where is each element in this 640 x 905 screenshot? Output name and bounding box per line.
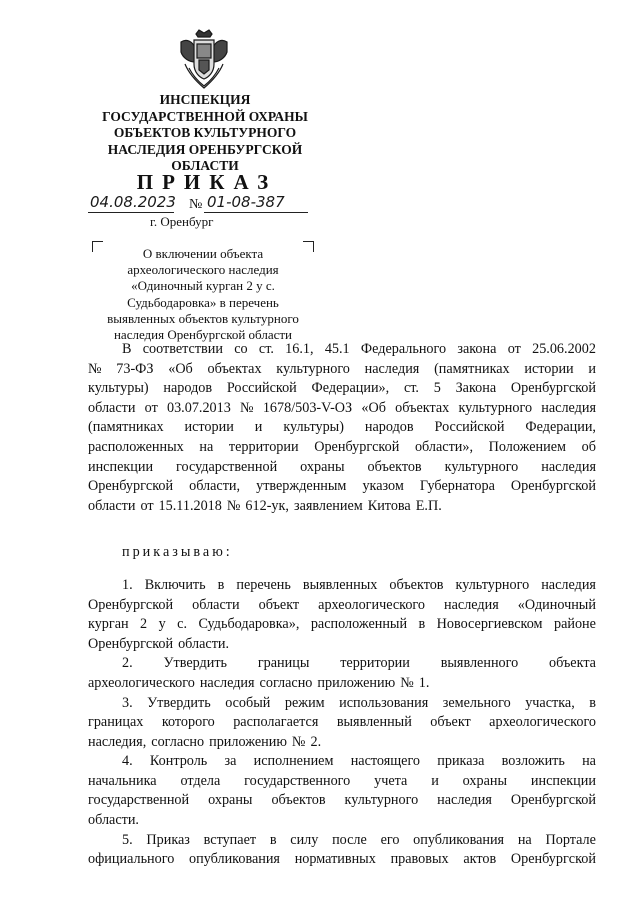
order-date: 04.08.2023	[90, 193, 176, 211]
org-line: НАСЛЕДИЯ ОРЕНБУРГСКОЙ	[107, 141, 303, 157]
date-number-row	[86, 193, 326, 215]
text-line: Оренбургской области, утвержденным указом Губернатора Оренбургской	[88, 478, 596, 495]
text-line: границах которого располагается выявленный объект археологического	[88, 714, 596, 731]
number-sign: №	[189, 197, 203, 212]
org-line: ГОСУДАРСТВЕННОЙ ОХРАНЫ	[102, 108, 308, 124]
text-line: расположенных на территории Оренбургской области», Положением об	[88, 438, 596, 455]
text-line: культуры) народов Российской Федерации», ст. 5 Закона Оренбургской	[88, 380, 596, 397]
org-line: ОБЛАСТИ	[171, 158, 239, 173]
org-line: ОБЪЕКТОВ КУЛЬТУРНОГО	[113, 125, 297, 140]
text-line: 3. Утвердить особый режим использования земельного участка, в	[122, 694, 596, 711]
order-item-5	[88, 831, 596, 870]
subject-line: наследия Оренбургской области	[113, 327, 293, 343]
spacer	[88, 516, 596, 543]
text-line: археологического наследия согласно приложению № 1.	[88, 674, 430, 691]
subject-block	[95, 246, 311, 343]
subject-line: Судьбодаровка» в перечень	[127, 294, 279, 310]
text-line: 1. Включить в перечень выявленных объектов культурного наследия	[122, 576, 596, 593]
subject-line: выявленных объектов культурного	[107, 310, 299, 326]
subject-line: археологического наследия	[127, 262, 279, 278]
document-type-title: ПРИКАЗ	[136, 170, 278, 194]
date-underline	[88, 212, 174, 213]
text-line: области от 15.11.2018 № 612-ук, заявлением Китова Е.П.	[88, 497, 442, 514]
coat-of-arms-emblem	[177, 28, 231, 90]
organization-name	[80, 92, 330, 175]
text-line: 2. Утвердить границы территории выявленного объекта	[122, 655, 596, 672]
text-line: области от 03.07.2013 № 1678/503-V-ОЗ «Об объектах культурного наследия	[88, 399, 596, 416]
order-item-3	[88, 694, 596, 753]
text-line: 4. Контроль за исполнением настоящего приказа возложить на	[122, 753, 596, 770]
order-number: 01-08-387	[207, 193, 285, 211]
text-line: государственной охраны объектов культурного наследия Оренбургской	[88, 792, 596, 809]
text-line: области.	[88, 812, 139, 829]
order-item-4	[88, 752, 596, 830]
text-line: В соответствии со ст. 16.1, 45.1 Федерального закона от 25.06.2002	[122, 341, 596, 357]
spacer	[88, 563, 596, 576]
document-body	[88, 340, 596, 870]
text-line: № 73-ФЗ «Об объектах культурного наследия (памятниках истории и	[88, 360, 596, 377]
text-line: Оренбургской области.	[88, 635, 230, 652]
text-line: инспекции государственной охраны объектов культурного наследия	[88, 458, 596, 475]
text-line: 5. Приказ вступает в силу после его опубликования на Портале	[122, 831, 596, 848]
orders-word: приказываю:	[122, 544, 233, 561]
text-line: Оренбургской области объект археологического наследия «Одиночный	[88, 596, 596, 613]
org-line: ИНСПЕКЦИЯ	[159, 92, 251, 107]
text-line: курган 2 у с. Судьбодаровка», расположенный в Новосергиевском районе	[88, 616, 596, 633]
order-item-1	[88, 576, 596, 654]
number-underline	[204, 212, 308, 213]
text-line: наследия, согласно приложению № 2.	[88, 733, 322, 750]
order-item-2	[88, 654, 596, 693]
text-line: официального опубликования нормативных правовых актов Оренбургской	[88, 851, 596, 868]
subject-line: О включении объекта	[142, 246, 264, 261]
text-line: (памятниках истории и культуры) народов Российской Федерации,	[88, 419, 596, 436]
city-label: г. Оренбург	[150, 214, 214, 229]
preamble-paragraph	[88, 340, 596, 516]
subject-line: «Одиночный курган 2 у с.	[131, 278, 275, 294]
text-line: начальника отдела государственного учета и охраны инспекции	[88, 772, 596, 789]
